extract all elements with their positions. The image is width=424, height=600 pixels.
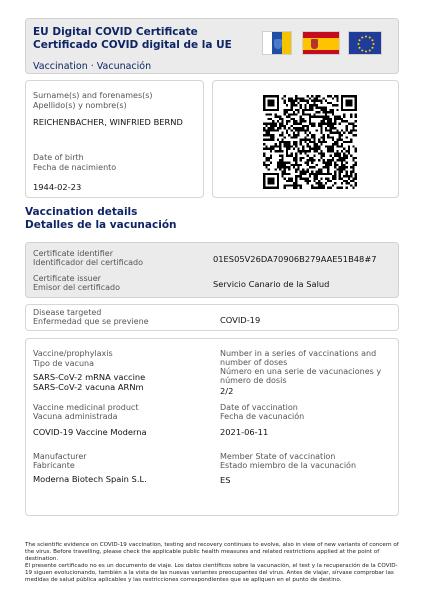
issuer-label-es: Emisor del certificado [33,283,121,292]
vaccination-date-label-es: Fecha de vacunación [220,412,305,421]
member-state-label-es: Estado miembro de la vacunación [220,461,357,470]
dose-number: 2/2 [220,386,234,396]
holder-name: REICHENBACHER, WINFRIED BERND [33,117,183,127]
qr-code [263,95,357,189]
eu-flag-icon [348,31,382,55]
vaccination-details-card [25,338,399,516]
disease-targeted: COVID-19 [220,315,261,325]
vaccine-product: COVID-19 Vaccine Moderna [33,427,147,437]
manufacturer: Moderna Biotech Spain S.L. [33,474,147,484]
certificate-identifier: 01ES05V26DA70906B279AAE51B48#7 [213,254,377,264]
disclaimer-es: El presente certificado no es un documento de viaje. Los datos científicos sobre la vacunación, el test y la recuperación de la COVID-19 siguen evolucionando, también a la vista de las nuevas variantes preocupantes del virus. Antes de viajar, sírvase comprobar las medidas de salud pública aplicables y las restricciones correspondientes que se apliquen en el punto de destino. [25,563,398,583]
disease-card [25,304,399,331]
prophylaxis-label-en: Vaccine/prophylaxis [33,349,113,358]
doses-label-es-line2: número de dosis [220,376,287,385]
certificate-header [25,18,399,74]
dob-label-en: Date of birth [33,153,84,162]
disclaimer-en: The scientific evidence on COVID-19 vaccination, testing and recovery continues to evolve, also in view of new variants of concern of the virus. Before travelling, please check the applicable public health measures and related restrictions applied at the point of destination. [25,542,399,562]
prophylaxis-label-es: Tipo de vacuna [33,359,94,368]
member-state-label-en: Member State of vaccination [220,452,336,461]
holder-card [25,80,204,198]
product-label-en: Vaccine medicinal product [33,403,139,412]
section-title-en: Vaccination details [25,206,138,218]
cert-id-label-es: Identificador del certificado [33,258,143,267]
disease-label-es: Enfermedad que se previene [33,317,149,326]
manufacturer-label-es: Fabricante [33,461,75,470]
dob-label-es: Fecha de nacimiento [33,163,117,172]
canary-islands-flag-icon [262,31,292,55]
name-label-es: Apellido(s) y nombre(s) [33,101,127,110]
qr-card [212,80,399,198]
prophylaxis-value-en: SARS-CoV-2 mRNA vaccine [33,372,146,382]
section-title-es: Detalles de la vacunación [25,219,177,231]
certificate-title-es: Certificado COVID digital de la UE [33,39,232,51]
manufacturer-label-en: Manufacturer [33,452,87,461]
member-state: ES [220,475,231,485]
vaccination-date-label-en: Date of vaccination [220,403,298,412]
name-label-en: Surname(s) and forenames(s) [33,91,153,100]
disease-label-en: Disease targeted [33,308,102,317]
doses-label-es-line1: Número en una serie de vacunaciones y [220,367,382,376]
vaccination-date: 2021-06-11 [220,427,269,437]
certificate-title-en: EU Digital COVID Certificate [33,26,198,38]
certificate-issuer: Servicio Canario de la Salud [213,279,330,289]
issuer-label-en: Certificate issuer [33,274,101,283]
prophylaxis-value-es: SARS-CoV-2 vacuna ARNm [33,382,144,392]
product-label-es: Vacuna administrada [33,412,118,421]
certificate-identifiers-card [25,242,399,298]
date-of-birth: 1944-02-23 [33,182,82,192]
doses-label-en-line1: Number in a series of vaccinations and [220,349,377,358]
certificate-type: Vaccination · Vacunación [33,61,152,72]
cert-id-label-en: Certificate identifier [33,249,113,258]
spain-flag-icon [302,31,340,55]
doses-label-en-line2: number of doses [220,358,288,367]
